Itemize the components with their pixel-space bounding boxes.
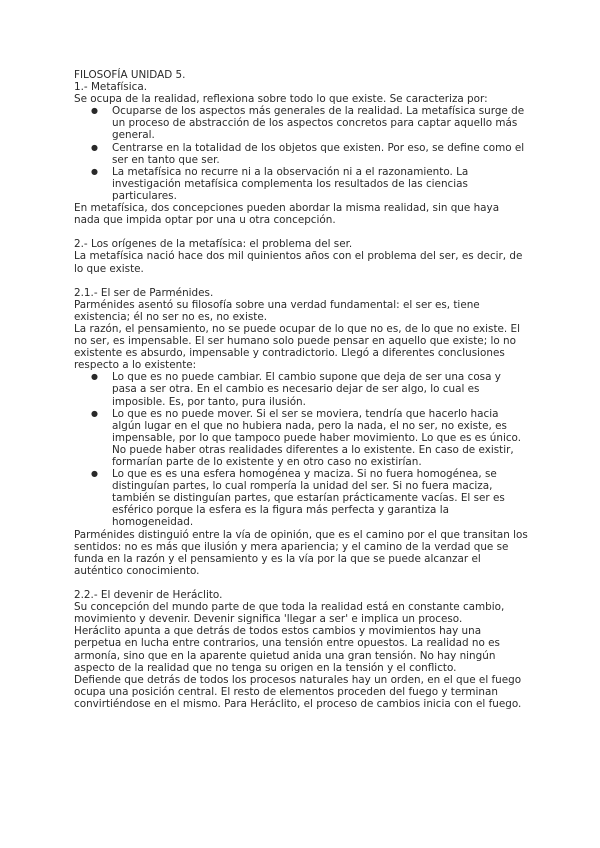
section-1-list: [77, 105, 528, 202]
list-item: ● Lo que es no puede mover. Si el ser se moviera, tendría que hacerlo hacia algún lugar en el que no hubiera nada, pero la nada, el no ser, no existe, es impensable, por lo que tampoco puede haber movimiento. Lo que es es único. No puede haber otras realidades diferentes a lo existente. En caso de existir, formarían parte de lo existente y en otro caso no existirían.: [77, 408, 528, 468]
section-2-text: La metafísica nació hace dos mil quinientos años con el problema del ser, es decir, de lo que existe.: [74, 250, 523, 275]
document-page: [74, 69, 528, 710]
section-2-1-heading: 2.1.- El ser de Parménides.: [74, 286, 214, 299]
section-2-1-paragraph: Parménides distinguió entre la vía de opinión, que es el camino por el que transitan los sentidos: no es más que ilusión y mera apariencia; y el camino de la verdad que se funda en la razón y el pensamiento y es la vía por la que se puede alcanzar el auténtico conocimiento.: [74, 528, 528, 577]
section-2-1-paragraph: Parménides asentó su filosofía sobre una verdad fundamental: el ser es, tiene existencia; él no ser no es, no existe.: [74, 298, 480, 323]
section-1-intro: Se ocupa de la realidad, reflexiona sobre todo lo que existe. Se caracteriza por:: [74, 93, 488, 106]
list-item: ● Centrarse en la totalidad de los objetos que existen. Por eso, se define como el ser en tanto que ser.: [77, 142, 528, 166]
list-item: ● Ocuparse de los aspectos más generales de la realidad. La metafísica surge de un proceso de abstracción de los aspectos concretos para captar aquello más general.: [77, 105, 528, 141]
section-2-heading: 2.- Los orígenes de la metafísica: el problema del ser.: [74, 238, 353, 251]
section-2-1-list: [77, 371, 528, 528]
list-item: ● Lo que es es una esfera homogénea y maciza. Si no fuera homogénea, se distinguían partes, lo cual rompería la unidad del ser. Si no fuera maciza, también se distinguían partes, que estarían prácticamente vacías. El ser es esférico porque la esfera es la figura más perfecta y garantiza la homogeneidad.: [77, 468, 528, 528]
document-title: FILOSOFÍA UNIDAD 5.: [74, 69, 186, 81]
section-2-2-paragraph: Defiende que detrás de todos los procesos naturales hay un orden, en el que el fuego ocupa una posición central. El resto de elementos proceden del fuego y terminan convirtiéndose en el mismo. Para Heráclito, el proceso de cambios inicia con el fuego.: [74, 673, 522, 710]
section-1-heading: 1.- Metafísica.: [74, 81, 147, 94]
section-2-1-paragraph: La razón, el pensamiento, no se puede ocupar de lo que no es, de lo que no existe. El no ser, es impensable. El ser humano solo puede pensar en aquello que existe; lo no existente es absurdo, impensable y contradictorio. Llegó a diferentes conclusiones respecto a lo existente:: [74, 322, 520, 372]
list-item: ● Lo que es no puede cambiar. El cambio supone que deja de ser una cosa y pasa a ser otra. En el cambio es necesario dejar de ser algo, lo cual es imposible. Es, por tanto, pura ilusión.: [77, 371, 528, 407]
section-2-2-heading: 2.2.- El devenir de Heráclito.: [74, 589, 223, 602]
section-2-2-paragraph: Heráclito apunta a que detrás de todos estos cambios y movimientos hay una perpetua en lucha entre contrarios, una tensión entre opuestos. La realidad no es armonía, sino que en la aparente quietud anida una gran tensión. No hay ningún aspecto de la realidad que no tenga su origen en la tensión y el conflicto.: [74, 625, 500, 674]
list-item: ● La metafísica no recurre ni a la observación ni a el razonamiento. La investigación metafísica complementa los resultados de las ciencias particulares.: [77, 166, 528, 202]
section-1-outro: En metafísica, dos concepciones pueden abordar la misma realidad, sin que haya nada que impida optar por una u otra concepción.: [74, 202, 500, 227]
section-2-2-paragraph: Su concepción del mundo parte de que toda la realidad está en constante cambio, movimiento y devenir. Devenir significa 'llegar a ser' e implica un proceso.: [74, 601, 505, 626]
